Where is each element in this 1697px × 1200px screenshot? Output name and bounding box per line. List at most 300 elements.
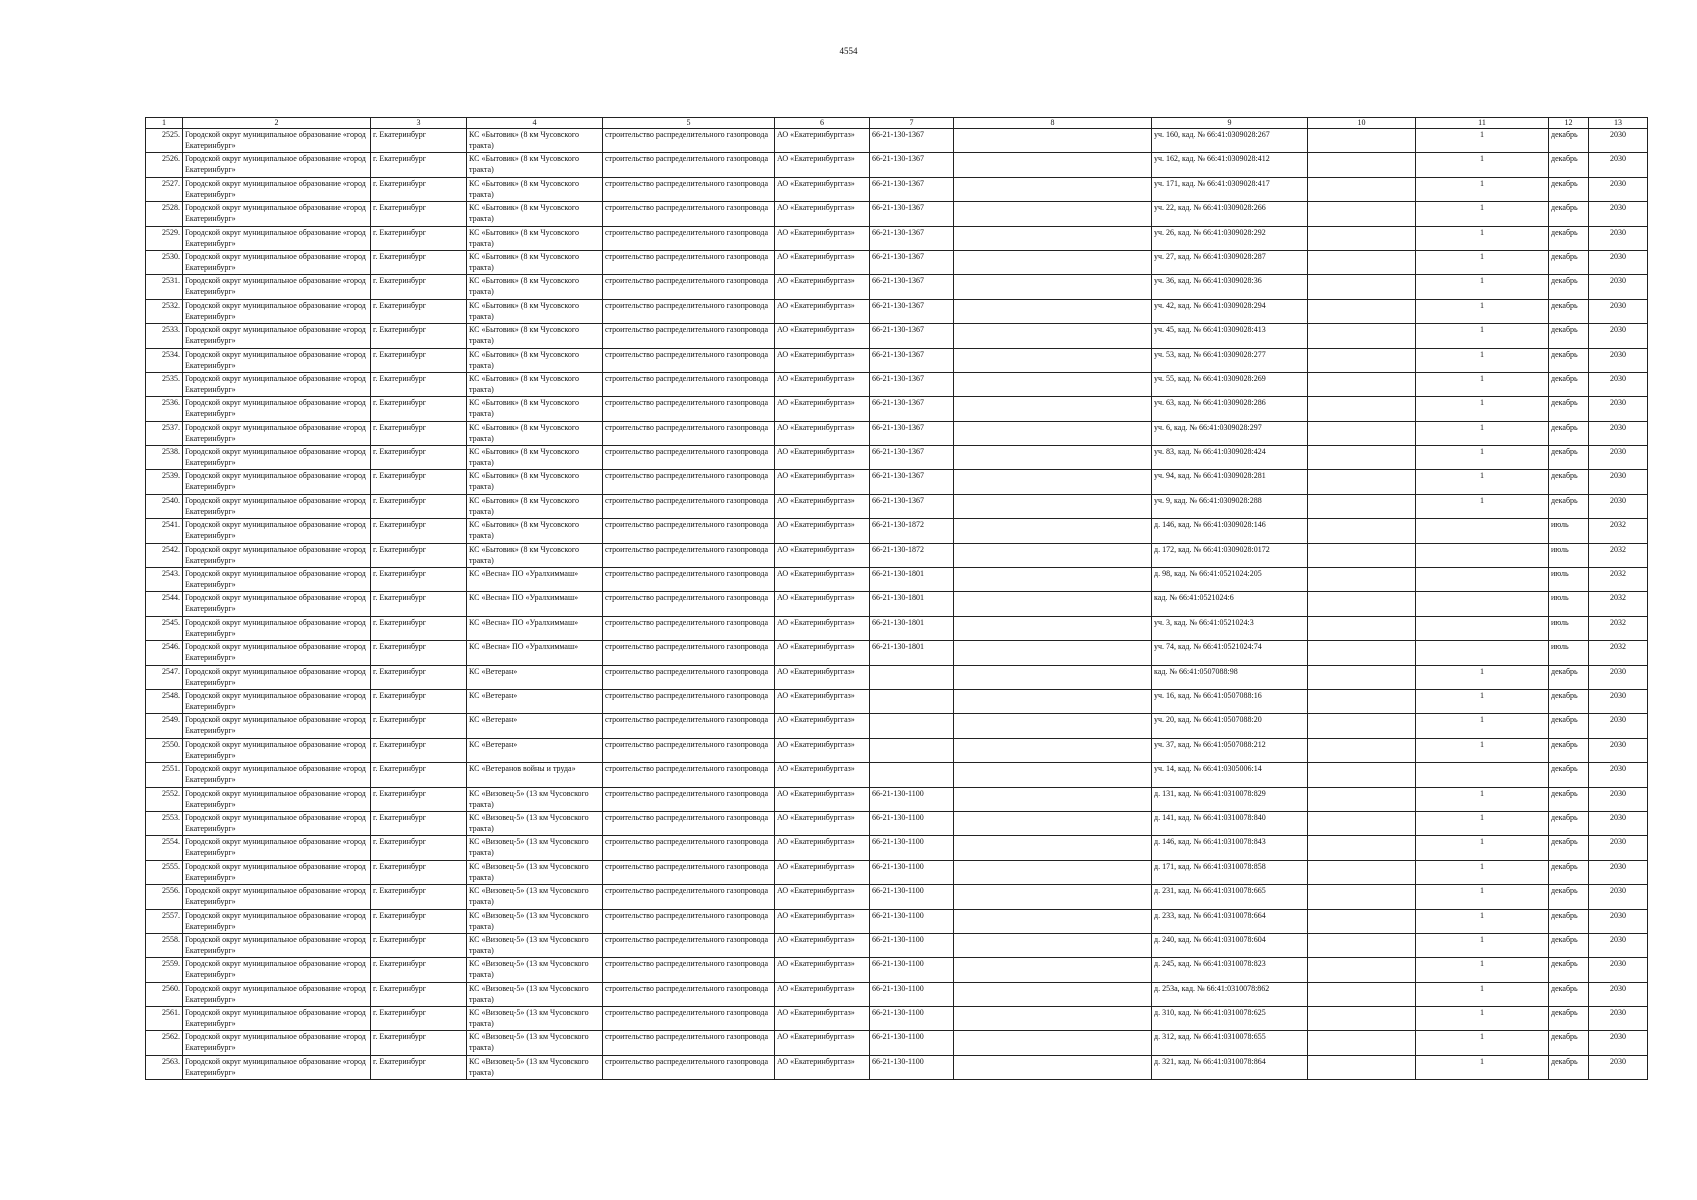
table-row bbox=[146, 885, 1648, 909]
object-cell: КС «Ветеран» bbox=[467, 714, 603, 738]
city-cell: г. Екатеринбург bbox=[371, 714, 467, 738]
code-cell: 66-21-130-1801 bbox=[870, 568, 954, 592]
organization-cell: АО «Екатеринбурггаз» bbox=[775, 250, 870, 274]
work-type-cell: строительство распределительного газопровода bbox=[603, 324, 775, 348]
object-cell: КС «Весна» ПО «Уралхиммаш» bbox=[467, 592, 603, 616]
city-cell: г. Екатеринбург bbox=[371, 153, 467, 177]
row-number-cell: 2530. bbox=[146, 250, 183, 274]
row-number-cell: 2531. bbox=[146, 275, 183, 299]
work-type-cell: строительство распределительного газопровода bbox=[603, 202, 775, 226]
year-cell: 2030 bbox=[1589, 811, 1648, 835]
organization-cell: АО «Екатеринбурггаз» bbox=[775, 494, 870, 518]
organization-cell: АО «Екатеринбурггаз» bbox=[775, 519, 870, 543]
municipality-cell: Городской округ муниципальное образование «город Екатеринбург» bbox=[183, 202, 371, 226]
city-cell: г. Екатеринбург bbox=[371, 568, 467, 592]
organization-cell: АО «Екатеринбурггаз» bbox=[775, 958, 870, 982]
organization-cell: АО «Екатеринбурггаз» bbox=[775, 543, 870, 567]
work-type-cell: строительство распределительного газопровода bbox=[603, 470, 775, 494]
code-cell bbox=[870, 763, 954, 787]
row-number-cell: 2534. bbox=[146, 348, 183, 372]
organization-cell: АО «Екатеринбурггаз» bbox=[775, 860, 870, 884]
object-cell: КС «Бытовик» (8 км Чусовского тракта) bbox=[467, 177, 603, 201]
municipality-cell: Городской округ муниципальное образование «город Екатеринбург» bbox=[183, 494, 371, 518]
work-type-cell: строительство распределительного газопровода bbox=[603, 372, 775, 396]
object-cell: КС «Визовец-5» (13 км Чусовского тракта) bbox=[467, 909, 603, 933]
month-cell: декабрь bbox=[1549, 202, 1589, 226]
column-header: 13 bbox=[1589, 118, 1648, 129]
organization-cell: АО «Екатеринбурггаз» bbox=[775, 1031, 870, 1055]
address-cell: кад. № 66:41:0521024:6 bbox=[1152, 592, 1308, 616]
column-8-cell bbox=[954, 1007, 1152, 1031]
city-cell: г. Екатеринбург bbox=[371, 885, 467, 909]
work-type-cell: строительство распределительного газопровода bbox=[603, 348, 775, 372]
table-row bbox=[146, 933, 1648, 957]
municipality-cell: Городской округ муниципальное образование «город Екатеринбург» bbox=[183, 958, 371, 982]
month-cell: июль bbox=[1549, 543, 1589, 567]
row-number-cell: 2536. bbox=[146, 397, 183, 421]
municipality-cell: Городской округ муниципальное образование «город Екатеринбург» bbox=[183, 885, 371, 909]
address-cell: уч. 171, кад. № 66:41:0309028:417 bbox=[1152, 177, 1308, 201]
city-cell: г. Екатеринбург bbox=[371, 299, 467, 323]
code-cell: 66-21-130-1801 bbox=[870, 616, 954, 640]
municipality-cell: Городской округ муниципальное образование «город Екатеринбург» bbox=[183, 933, 371, 957]
quantity-cell: 1 bbox=[1416, 421, 1549, 445]
address-cell: уч. 63, кад. № 66:41:0309028:286 bbox=[1152, 397, 1308, 421]
quantity-cell: 1 bbox=[1416, 275, 1549, 299]
column-8-cell bbox=[954, 372, 1152, 396]
city-cell: г. Екатеринбург bbox=[371, 324, 467, 348]
row-number-cell: 2553. bbox=[146, 811, 183, 835]
year-cell: 2030 bbox=[1589, 226, 1648, 250]
object-cell: КС «Бытовик» (8 км Чусовского тракта) bbox=[467, 324, 603, 348]
code-cell: 66-21-130-1367 bbox=[870, 275, 954, 299]
column-8-cell bbox=[954, 763, 1152, 787]
column-10-cell bbox=[1308, 616, 1416, 640]
year-cell: 2030 bbox=[1589, 689, 1648, 713]
city-cell: г. Екатеринбург bbox=[371, 982, 467, 1006]
column-8-cell bbox=[954, 153, 1152, 177]
organization-cell: АО «Екатеринбурггаз» bbox=[775, 299, 870, 323]
year-cell: 2030 bbox=[1589, 933, 1648, 957]
year-cell: 2030 bbox=[1589, 982, 1648, 1006]
row-number-cell: 2552. bbox=[146, 787, 183, 811]
address-cell: д. 131, кад. № 66:41:0310078:829 bbox=[1152, 787, 1308, 811]
address-cell: уч. 74, кад. № 66:41:0521024:74 bbox=[1152, 641, 1308, 665]
column-8-cell bbox=[954, 202, 1152, 226]
organization-cell: АО «Екатеринбурггаз» bbox=[775, 446, 870, 470]
month-cell: декабрь bbox=[1549, 787, 1589, 811]
column-10-cell bbox=[1308, 714, 1416, 738]
address-cell: д. 141, кад. № 66:41:0310078:840 bbox=[1152, 811, 1308, 835]
row-number-cell: 2563. bbox=[146, 1055, 183, 1079]
quantity-cell: 1 bbox=[1416, 153, 1549, 177]
month-cell: декабрь bbox=[1549, 226, 1589, 250]
column-8-cell bbox=[954, 446, 1152, 470]
city-cell: г. Екатеринбург bbox=[371, 958, 467, 982]
year-cell: 2030 bbox=[1589, 665, 1648, 689]
city-cell: г. Екатеринбург bbox=[371, 519, 467, 543]
work-type-cell: строительство распределительного газопровода bbox=[603, 714, 775, 738]
municipality-cell: Городской округ муниципальное образование «город Екатеринбург» bbox=[183, 787, 371, 811]
address-cell: уч. 45, кад. № 66:41:0309028:413 bbox=[1152, 324, 1308, 348]
organization-cell: АО «Екатеринбурггаз» bbox=[775, 933, 870, 957]
organization-cell: АО «Екатеринбурггаз» bbox=[775, 616, 870, 640]
object-cell: КС «Визовец-5» (13 км Чусовского тракта) bbox=[467, 885, 603, 909]
object-cell: КС «Визовец-5» (13 км Чусовского тракта) bbox=[467, 982, 603, 1006]
column-8-cell bbox=[954, 738, 1152, 762]
month-cell: декабрь bbox=[1549, 885, 1589, 909]
object-cell: КС «Визовец-5» (13 км Чусовского тракта) bbox=[467, 1055, 603, 1079]
code-cell: 66-21-130-1367 bbox=[870, 324, 954, 348]
address-cell: уч. 26, кад. № 66:41:0309028:292 bbox=[1152, 226, 1308, 250]
month-cell: декабрь bbox=[1549, 421, 1589, 445]
year-cell: 2030 bbox=[1589, 446, 1648, 470]
quantity-cell: 1 bbox=[1416, 446, 1549, 470]
column-8-cell bbox=[954, 129, 1152, 153]
code-cell: 66-21-130-1100 bbox=[870, 958, 954, 982]
code-cell: 66-21-130-1100 bbox=[870, 811, 954, 835]
year-cell: 2032 bbox=[1589, 568, 1648, 592]
municipality-cell: Городской округ муниципальное образование «город Екатеринбург» bbox=[183, 177, 371, 201]
month-cell: июль bbox=[1549, 641, 1589, 665]
table-row bbox=[146, 641, 1648, 665]
city-cell: г. Екатеринбург bbox=[371, 494, 467, 518]
organization-cell: АО «Екатеринбурггаз» bbox=[775, 1007, 870, 1031]
organization-cell: АО «Екатеринбурггаз» bbox=[775, 397, 870, 421]
address-cell: уч. 42, кад. № 66:41:0309028:294 bbox=[1152, 299, 1308, 323]
year-cell: 2030 bbox=[1589, 714, 1648, 738]
municipality-cell: Городской округ муниципальное образование «город Екатеринбург» bbox=[183, 226, 371, 250]
object-cell: КС «Ветеран» bbox=[467, 738, 603, 762]
quantity-cell: 1 bbox=[1416, 860, 1549, 884]
municipality-cell: Городской округ муниципальное образование «город Екатеринбург» bbox=[183, 592, 371, 616]
address-cell: д. 245, кад. № 66:41:0310078:823 bbox=[1152, 958, 1308, 982]
quantity-cell: 1 bbox=[1416, 348, 1549, 372]
table-row bbox=[146, 543, 1648, 567]
municipality-cell: Городской округ муниципальное образование «город Екатеринбург» bbox=[183, 641, 371, 665]
year-cell: 2030 bbox=[1589, 348, 1648, 372]
column-header: 10 bbox=[1308, 118, 1416, 129]
column-8-cell bbox=[954, 933, 1152, 957]
organization-cell: АО «Екатеринбурггаз» bbox=[775, 275, 870, 299]
table-row bbox=[146, 519, 1648, 543]
organization-cell: АО «Екатеринбурггаз» bbox=[775, 153, 870, 177]
code-cell: 66-21-130-1100 bbox=[870, 787, 954, 811]
column-header: 1 bbox=[146, 118, 183, 129]
column-8-cell bbox=[954, 982, 1152, 1006]
city-cell: г. Екатеринбург bbox=[371, 202, 467, 226]
address-cell: уч. 83, кад. № 66:41:0309028:424 bbox=[1152, 446, 1308, 470]
organization-cell: АО «Екатеринбурггаз» bbox=[775, 129, 870, 153]
object-cell: КС «Бытовик» (8 км Чусовского тракта) bbox=[467, 397, 603, 421]
year-cell: 2030 bbox=[1589, 275, 1648, 299]
column-8-cell bbox=[954, 519, 1152, 543]
municipality-cell: Городской округ муниципальное образование «город Екатеринбург» bbox=[183, 836, 371, 860]
object-cell: КС «Весна» ПО «Уралхиммаш» bbox=[467, 616, 603, 640]
municipality-cell: Городской округ муниципальное образование «город Екатеринбург» bbox=[183, 909, 371, 933]
quantity-cell: 1 bbox=[1416, 372, 1549, 396]
row-number-cell: 2547. bbox=[146, 665, 183, 689]
column-10-cell bbox=[1308, 689, 1416, 713]
column-8-cell bbox=[954, 421, 1152, 445]
month-cell: декабрь bbox=[1549, 836, 1589, 860]
row-number-cell: 2544. bbox=[146, 592, 183, 616]
column-8-cell bbox=[954, 641, 1152, 665]
year-cell: 2030 bbox=[1589, 738, 1648, 762]
column-10-cell bbox=[1308, 592, 1416, 616]
table-row bbox=[146, 470, 1648, 494]
work-type-cell: строительство распределительного газопровода bbox=[603, 519, 775, 543]
year-cell: 2030 bbox=[1589, 958, 1648, 982]
code-cell: 66-21-130-1367 bbox=[870, 153, 954, 177]
column-header: 3 bbox=[371, 118, 467, 129]
column-header: 5 bbox=[603, 118, 775, 129]
month-cell: декабрь bbox=[1549, 250, 1589, 274]
code-cell: 66-21-130-1367 bbox=[870, 494, 954, 518]
row-number-cell: 2535. bbox=[146, 372, 183, 396]
column-header: 4 bbox=[467, 118, 603, 129]
quantity-cell: 1 bbox=[1416, 299, 1549, 323]
work-type-cell: строительство распределительного газопровода bbox=[603, 129, 775, 153]
column-10-cell bbox=[1308, 494, 1416, 518]
row-number-cell: 2540. bbox=[146, 494, 183, 518]
row-number-cell: 2528. bbox=[146, 202, 183, 226]
object-cell: КС «Визовец-5» (13 км Чусовского тракта) bbox=[467, 860, 603, 884]
organization-cell: АО «Екатеринбурггаз» bbox=[775, 763, 870, 787]
work-type-cell: строительство распределительного газопровода bbox=[603, 543, 775, 567]
city-cell: г. Екатеринбург bbox=[371, 860, 467, 884]
city-cell: г. Екатеринбург bbox=[371, 250, 467, 274]
table-row bbox=[146, 958, 1648, 982]
work-type-cell: строительство распределительного газопровода bbox=[603, 982, 775, 1006]
quantity-cell bbox=[1416, 616, 1549, 640]
quantity-cell: 1 bbox=[1416, 494, 1549, 518]
year-cell: 2032 bbox=[1589, 616, 1648, 640]
object-cell: КС «Бытовик» (8 км Чусовского тракта) bbox=[467, 494, 603, 518]
column-8-cell bbox=[954, 250, 1152, 274]
city-cell: г. Екатеринбург bbox=[371, 543, 467, 567]
quantity-cell: 1 bbox=[1416, 1007, 1549, 1031]
column-10-cell bbox=[1308, 811, 1416, 835]
code-cell bbox=[870, 738, 954, 762]
code-cell: 66-21-130-1100 bbox=[870, 1007, 954, 1031]
code-cell: 66-21-130-1367 bbox=[870, 250, 954, 274]
month-cell: декабрь bbox=[1549, 909, 1589, 933]
table-row bbox=[146, 250, 1648, 274]
column-8-cell bbox=[954, 543, 1152, 567]
column-header: 7 bbox=[870, 118, 954, 129]
year-cell: 2030 bbox=[1589, 763, 1648, 787]
city-cell: г. Екатеринбург bbox=[371, 275, 467, 299]
column-8-cell bbox=[954, 958, 1152, 982]
address-cell: уч. 160, кад. № 66:41:0309028:267 bbox=[1152, 129, 1308, 153]
municipality-cell: Городской округ муниципальное образование «город Екатеринбург» bbox=[183, 1031, 371, 1055]
year-cell: 2030 bbox=[1589, 250, 1648, 274]
city-cell: г. Екатеринбург bbox=[371, 372, 467, 396]
address-cell: д. 312, кад. № 66:41:0310078:655 bbox=[1152, 1031, 1308, 1055]
city-cell: г. Екатеринбург bbox=[371, 738, 467, 762]
municipality-cell: Городской округ муниципальное образование «город Екатеринбург» bbox=[183, 763, 371, 787]
month-cell: декабрь bbox=[1549, 1007, 1589, 1031]
code-cell: 66-21-130-1100 bbox=[870, 909, 954, 933]
month-cell: декабрь bbox=[1549, 494, 1589, 518]
row-number-cell: 2542. bbox=[146, 543, 183, 567]
year-cell: 2030 bbox=[1589, 1055, 1648, 1079]
year-cell: 2030 bbox=[1589, 397, 1648, 421]
municipality-cell: Городской округ муниципальное образование «город Екатеринбург» bbox=[183, 714, 371, 738]
column-10-cell bbox=[1308, 641, 1416, 665]
column-10-cell bbox=[1308, 958, 1416, 982]
quantity-cell: 1 bbox=[1416, 885, 1549, 909]
object-cell: КС «Весна» ПО «Уралхиммаш» bbox=[467, 568, 603, 592]
month-cell: декабрь bbox=[1549, 933, 1589, 957]
month-cell: декабрь bbox=[1549, 177, 1589, 201]
year-cell: 2030 bbox=[1589, 787, 1648, 811]
row-number-cell: 2532. bbox=[146, 299, 183, 323]
municipality-cell: Городской округ муниципальное образование «город Екатеринбург» bbox=[183, 372, 371, 396]
month-cell: декабрь bbox=[1549, 958, 1589, 982]
row-number-cell: 2533. bbox=[146, 324, 183, 348]
city-cell: г. Екатеринбург bbox=[371, 421, 467, 445]
quantity-cell: 1 bbox=[1416, 665, 1549, 689]
column-number-row bbox=[146, 118, 1648, 129]
address-cell: уч. 162, кад. № 66:41:0309028:412 bbox=[1152, 153, 1308, 177]
municipality-cell: Городской округ муниципальное образование «город Екатеринбург» bbox=[183, 689, 371, 713]
table-row bbox=[146, 616, 1648, 640]
city-cell: г. Екатеринбург bbox=[371, 592, 467, 616]
code-cell: 66-21-130-1367 bbox=[870, 348, 954, 372]
address-cell: д. 146, кад. № 66:41:0309028:146 bbox=[1152, 519, 1308, 543]
code-cell: 66-21-130-1872 bbox=[870, 519, 954, 543]
code-cell: 66-21-130-1801 bbox=[870, 592, 954, 616]
quantity-cell: 1 bbox=[1416, 397, 1549, 421]
address-cell: д. 171, кад. № 66:41:0310078:858 bbox=[1152, 860, 1308, 884]
year-cell: 2030 bbox=[1589, 324, 1648, 348]
year-cell: 2032 bbox=[1589, 543, 1648, 567]
organization-cell: АО «Екатеринбурггаз» bbox=[775, 982, 870, 1006]
year-cell: 2030 bbox=[1589, 299, 1648, 323]
month-cell: декабрь bbox=[1549, 982, 1589, 1006]
work-type-cell: строительство распределительного газопровода bbox=[603, 1055, 775, 1079]
month-cell: декабрь bbox=[1549, 299, 1589, 323]
quantity-cell: 1 bbox=[1416, 738, 1549, 762]
work-type-cell: строительство распределительного газопровода bbox=[603, 153, 775, 177]
municipality-cell: Городской округ муниципальное образование «город Екатеринбург» bbox=[183, 568, 371, 592]
quantity-cell bbox=[1416, 519, 1549, 543]
city-cell: г. Екатеринбург bbox=[371, 689, 467, 713]
object-cell: КС «Визовец-5» (13 км Чусовского тракта) bbox=[467, 811, 603, 835]
organization-cell: АО «Екатеринбурггаз» bbox=[775, 714, 870, 738]
object-cell: КС «Бытовик» (8 км Чусовского тракта) bbox=[467, 421, 603, 445]
address-cell: уч. 14, кад. № 66:41:0305006:14 bbox=[1152, 763, 1308, 787]
month-cell: декабрь bbox=[1549, 348, 1589, 372]
month-cell: декабрь bbox=[1549, 665, 1589, 689]
municipality-cell: Городской округ муниципальное образование «город Екатеринбург» bbox=[183, 153, 371, 177]
table-row bbox=[146, 738, 1648, 762]
table-row bbox=[146, 129, 1648, 153]
table-row bbox=[146, 299, 1648, 323]
city-cell: г. Екатеринбург bbox=[371, 763, 467, 787]
code-cell: 66-21-130-1100 bbox=[870, 860, 954, 884]
column-8-cell bbox=[954, 324, 1152, 348]
organization-cell: АО «Екатеринбурггаз» bbox=[775, 641, 870, 665]
work-type-cell: строительство распределительного газопровода bbox=[603, 933, 775, 957]
work-type-cell: строительство распределительного газопровода bbox=[603, 885, 775, 909]
address-cell: уч. 36, кад. № 66:41:0309028:36 bbox=[1152, 275, 1308, 299]
table-row bbox=[146, 1007, 1648, 1031]
quantity-cell bbox=[1416, 641, 1549, 665]
month-cell: декабрь bbox=[1549, 153, 1589, 177]
column-8-cell bbox=[954, 909, 1152, 933]
column-10-cell bbox=[1308, 885, 1416, 909]
column-10-cell bbox=[1308, 421, 1416, 445]
month-cell: июль bbox=[1549, 616, 1589, 640]
column-8-cell bbox=[954, 568, 1152, 592]
code-cell: 66-21-130-1367 bbox=[870, 446, 954, 470]
column-8-cell bbox=[954, 397, 1152, 421]
table-row bbox=[146, 787, 1648, 811]
table-row bbox=[146, 324, 1648, 348]
row-number-cell: 2556. bbox=[146, 885, 183, 909]
column-10-cell bbox=[1308, 324, 1416, 348]
table-row bbox=[146, 568, 1648, 592]
quantity-cell: 1 bbox=[1416, 129, 1549, 153]
work-type-cell: строительство распределительного газопровода bbox=[603, 250, 775, 274]
address-cell: уч. 27, кад. № 66:41:0309028:287 bbox=[1152, 250, 1308, 274]
row-number-cell: 2548. bbox=[146, 689, 183, 713]
quantity-cell: 1 bbox=[1416, 1031, 1549, 1055]
code-cell: 66-21-130-1100 bbox=[870, 1055, 954, 1079]
quantity-cell bbox=[1416, 568, 1549, 592]
code-cell: 66-21-130-1100 bbox=[870, 933, 954, 957]
object-cell: КС «Бытовик» (8 км Чусовского тракта) bbox=[467, 202, 603, 226]
organization-cell: АО «Екатеринбурггаз» bbox=[775, 689, 870, 713]
code-cell: 66-21-130-1367 bbox=[870, 470, 954, 494]
year-cell: 2030 bbox=[1589, 909, 1648, 933]
quantity-cell: 1 bbox=[1416, 933, 1549, 957]
address-cell: д. 310, кад. № 66:41:0310078:625 bbox=[1152, 1007, 1308, 1031]
column-8-cell bbox=[954, 811, 1152, 835]
municipality-cell: Городской округ муниципальное образование «город Екатеринбург» bbox=[183, 616, 371, 640]
code-cell: 66-21-130-1367 bbox=[870, 299, 954, 323]
address-cell: уч. 20, кад. № 66:41:0507088:20 bbox=[1152, 714, 1308, 738]
object-cell: КС «Бытовик» (8 км Чусовского тракта) bbox=[467, 519, 603, 543]
code-cell bbox=[870, 665, 954, 689]
municipality-cell: Городской округ муниципальное образование «город Екатеринбург» bbox=[183, 470, 371, 494]
organization-cell: АО «Екатеринбурггаз» bbox=[775, 738, 870, 762]
code-cell: 66-21-130-1100 bbox=[870, 885, 954, 909]
year-cell: 2030 bbox=[1589, 177, 1648, 201]
address-cell: д. 253а, кад. № 66:41:0310078:862 bbox=[1152, 982, 1308, 1006]
column-10-cell bbox=[1308, 177, 1416, 201]
work-type-cell: строительство распределительного газопровода bbox=[603, 568, 775, 592]
city-cell: г. Екатеринбург bbox=[371, 665, 467, 689]
municipality-cell: Городской округ муниципальное образование «город Екатеринбург» bbox=[183, 397, 371, 421]
quantity-cell bbox=[1416, 543, 1549, 567]
address-cell: уч. 3, кад. № 66:41:0521024:3 bbox=[1152, 616, 1308, 640]
object-cell: КС «Ветеранов войны и труда» bbox=[467, 763, 603, 787]
organization-cell: АО «Екатеринбурггаз» bbox=[775, 226, 870, 250]
quantity-cell: 1 bbox=[1416, 689, 1549, 713]
address-cell: д. 321, кад. № 66:41:0310078:864 bbox=[1152, 1055, 1308, 1079]
column-10-cell bbox=[1308, 665, 1416, 689]
address-cell: уч. 22, кад. № 66:41:0309028:266 bbox=[1152, 202, 1308, 226]
organization-cell: АО «Екатеринбурггаз» bbox=[775, 592, 870, 616]
column-header: 11 bbox=[1416, 118, 1549, 129]
column-10-cell bbox=[1308, 1007, 1416, 1031]
month-cell: июль bbox=[1549, 592, 1589, 616]
work-type-cell: строительство распределительного газопровода bbox=[603, 1031, 775, 1055]
